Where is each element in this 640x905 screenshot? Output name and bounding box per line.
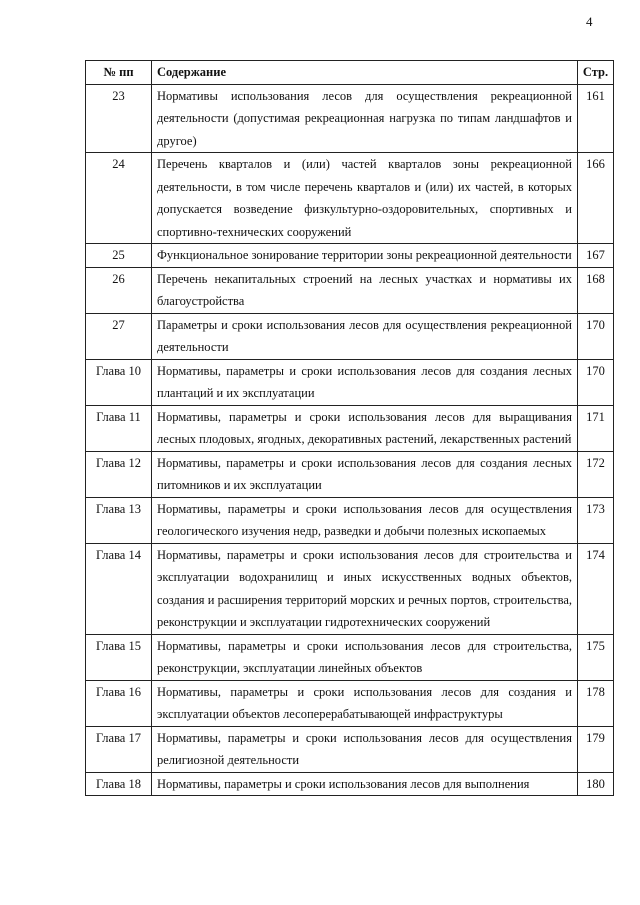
row-num: Глава 14 [86, 543, 152, 634]
row-content: Нормативы, параметры и сроки использования лесов для создания лесных плантаций и их эксплуатации [152, 359, 578, 405]
table-row [86, 680, 614, 726]
contents-table [85, 60, 614, 796]
row-content: Нормативы, параметры и сроки использования лесов для создания и эксплуатации объектов лесоперерабатывающей инфраструктуры [152, 680, 578, 726]
header-num: № пп [86, 61, 152, 85]
header-row [86, 61, 614, 85]
row-content: Нормативы, параметры и сроки использования лесов для осуществления религиозной деятельности [152, 726, 578, 772]
table-row [86, 497, 614, 543]
row-num: 26 [86, 267, 152, 313]
row-page: 178 [578, 680, 614, 726]
row-num: Глава 10 [86, 359, 152, 405]
row-page: 174 [578, 543, 614, 634]
row-content: Нормативы, параметры и сроки использования лесов для строительства и эксплуатации водохранилищ и иных искусственных водных объектов, создания и расширения территорий морских и речных портов, строительства, реконструкции и эксплуатации гидротехнических сооружений [152, 543, 578, 634]
row-num: 23 [86, 84, 152, 153]
table-row [86, 405, 614, 451]
row-num: Глава 15 [86, 634, 152, 680]
table-row [86, 84, 614, 153]
row-num: Глава 11 [86, 405, 152, 451]
row-page: 179 [578, 726, 614, 772]
header-page: Стр. [578, 61, 614, 85]
row-page: 180 [578, 772, 614, 796]
table-row [86, 153, 614, 244]
row-page: 168 [578, 267, 614, 313]
table-row [86, 267, 614, 313]
table-row [86, 451, 614, 497]
row-content: Перечень некапитальных строений на лесных участках и нормативы их благоустройства [152, 267, 578, 313]
row-page: 170 [578, 313, 614, 359]
header-content: Содержание [152, 61, 578, 85]
row-page: 170 [578, 359, 614, 405]
row-content: Параметры и сроки использования лесов для осуществления рекреационной деятельности [152, 313, 578, 359]
row-content: Функциональное зонирование территории зоны рекреационной деятельности [152, 244, 578, 268]
row-page: 175 [578, 634, 614, 680]
row-page: 167 [578, 244, 614, 268]
row-num: Глава 13 [86, 497, 152, 543]
table-row [86, 634, 614, 680]
row-num: Глава 12 [86, 451, 152, 497]
row-content: Нормативы, параметры и сроки использования лесов для осуществления геологического изучения недр, разведки и добычи полезных ископаемых [152, 497, 578, 543]
page-number: 4 [586, 14, 593, 29]
row-num: Глава 17 [86, 726, 152, 772]
row-num: 24 [86, 153, 152, 244]
table-row [86, 543, 614, 634]
row-num: Глава 16 [86, 680, 152, 726]
table-row [86, 359, 614, 405]
row-content: Нормативы, параметры и сроки использования лесов для строительства, реконструкции, эксплуатации линейных объектов [152, 634, 578, 680]
row-num: Глава 18 [86, 772, 152, 796]
table-row [86, 726, 614, 772]
row-page: 173 [578, 497, 614, 543]
row-content: Нормативы, параметры и сроки использования лесов для выполнения [152, 772, 578, 796]
row-content: Нормативы использования лесов для осуществления рекреационной деятельности (допустимая рекреационная нагрузка по типам ландшафтов и другое) [152, 84, 578, 153]
row-page: 161 [578, 84, 614, 153]
row-content: Нормативы, параметры и сроки использования лесов для выращивания лесных плодовых, ягодных, декоративных растений, лекарственных растений [152, 405, 578, 451]
row-num: 27 [86, 313, 152, 359]
row-content: Перечень кварталов и (или) частей кварталов зоны рекреационной деятельности, в том числе перечень кварталов и (или) их частей, в которых допускается возведение физкультурно-оздоровительных, спортивных и спортивно-технических сооружений [152, 153, 578, 244]
table-row [86, 244, 614, 268]
table-row [86, 313, 614, 359]
row-content: Нормативы, параметры и сроки использования лесов для создания лесных питомников и их эксплуатации [152, 451, 578, 497]
row-page: 172 [578, 451, 614, 497]
row-num: 25 [86, 244, 152, 268]
row-page: 171 [578, 405, 614, 451]
table-row [86, 772, 614, 796]
row-page: 166 [578, 153, 614, 244]
